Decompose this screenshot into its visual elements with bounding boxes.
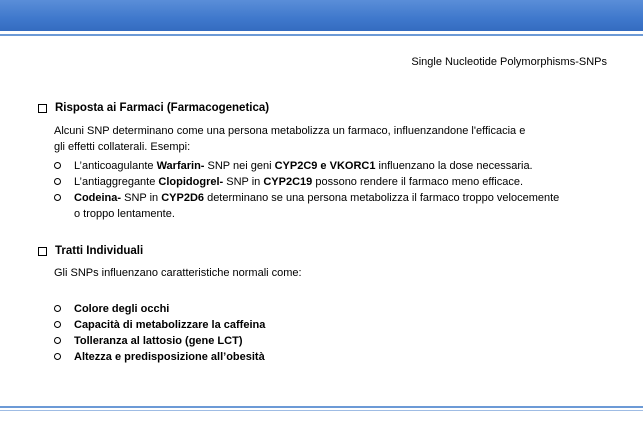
circle-bullet-icon <box>54 162 61 169</box>
bullet-text: influenzano la dose necessaria. <box>375 160 533 172</box>
section-heading-tratti <box>38 245 143 257</box>
intro-line: Alcuni SNP determinano come una persona metabolizza un farmaco, influenzandone l'efficacia e <box>54 125 526 137</box>
list-item <box>54 317 265 333</box>
bullet-text: SNP in <box>121 192 162 204</box>
circle-bullet-icon <box>54 337 61 344</box>
bullet-text: o troppo lentamente. <box>74 208 175 220</box>
bullet-text: determinano se una persona metabolizza il farmaco troppo velocemente <box>204 192 560 204</box>
header-divider <box>0 34 643 36</box>
list-item <box>54 349 265 365</box>
checkbox-icon <box>38 104 47 113</box>
list-item <box>54 333 265 349</box>
circle-bullet-icon <box>54 305 61 312</box>
list-item <box>54 174 559 190</box>
circle-bullet-icon <box>54 194 61 201</box>
section-heading-text: Tratti Individuali <box>55 245 144 257</box>
circle-bullet-icon <box>54 353 61 360</box>
bullet-text: L’anticoagulante <box>74 160 157 172</box>
list-item <box>54 301 265 317</box>
bullet-text: Tolleranza al lattosio (gene LCT) <box>74 335 243 347</box>
footer-divider <box>0 406 643 408</box>
bullet-text: SNP in <box>223 176 264 188</box>
bullet-bold: Warfarin- <box>156 160 205 172</box>
section-intro: Gli SNPs influenzano caratteristiche normali come: <box>54 267 302 279</box>
intro-line: gli effetti collaterali. Esempi: <box>54 141 191 153</box>
list-item <box>54 190 559 222</box>
bullet-bold: CYP2D6 <box>161 192 205 204</box>
circle-bullet-icon <box>54 321 61 328</box>
list-item <box>54 158 559 174</box>
bullet-text: Altezza e predisposizione all’obesità <box>74 351 265 363</box>
traits-list <box>54 301 265 365</box>
slide-title: Single Nucleotide Polymorphisms-SNPs <box>411 56 607 68</box>
bullet-text: Capacità di metabolizzare la caffeina <box>74 319 266 331</box>
bullet-text: SNP nei geni <box>204 160 275 172</box>
drug-examples-list <box>54 158 559 222</box>
header-band <box>0 0 643 31</box>
circle-bullet-icon <box>54 178 61 185</box>
section-heading-farmaci <box>38 102 269 114</box>
bullet-bold: CYP2C19 <box>263 176 313 188</box>
bullet-text: L’antiaggregante <box>74 176 159 188</box>
bullet-bold: CYP2C9 e VKORC1 <box>274 160 376 172</box>
checkbox-icon <box>38 247 47 256</box>
bullet-bold: Clopidogrel- <box>158 176 224 188</box>
section-intro <box>54 123 525 155</box>
bullet-text: possono rendere il farmaco meno efficace. <box>312 176 524 188</box>
bullet-text: Colore degli occhi <box>74 303 170 315</box>
footer-divider-thin <box>0 410 643 411</box>
section-heading-text: Risposta ai Farmaci (Farmacogenetica) <box>55 102 270 114</box>
bullet-bold: Codeina- <box>74 192 122 204</box>
